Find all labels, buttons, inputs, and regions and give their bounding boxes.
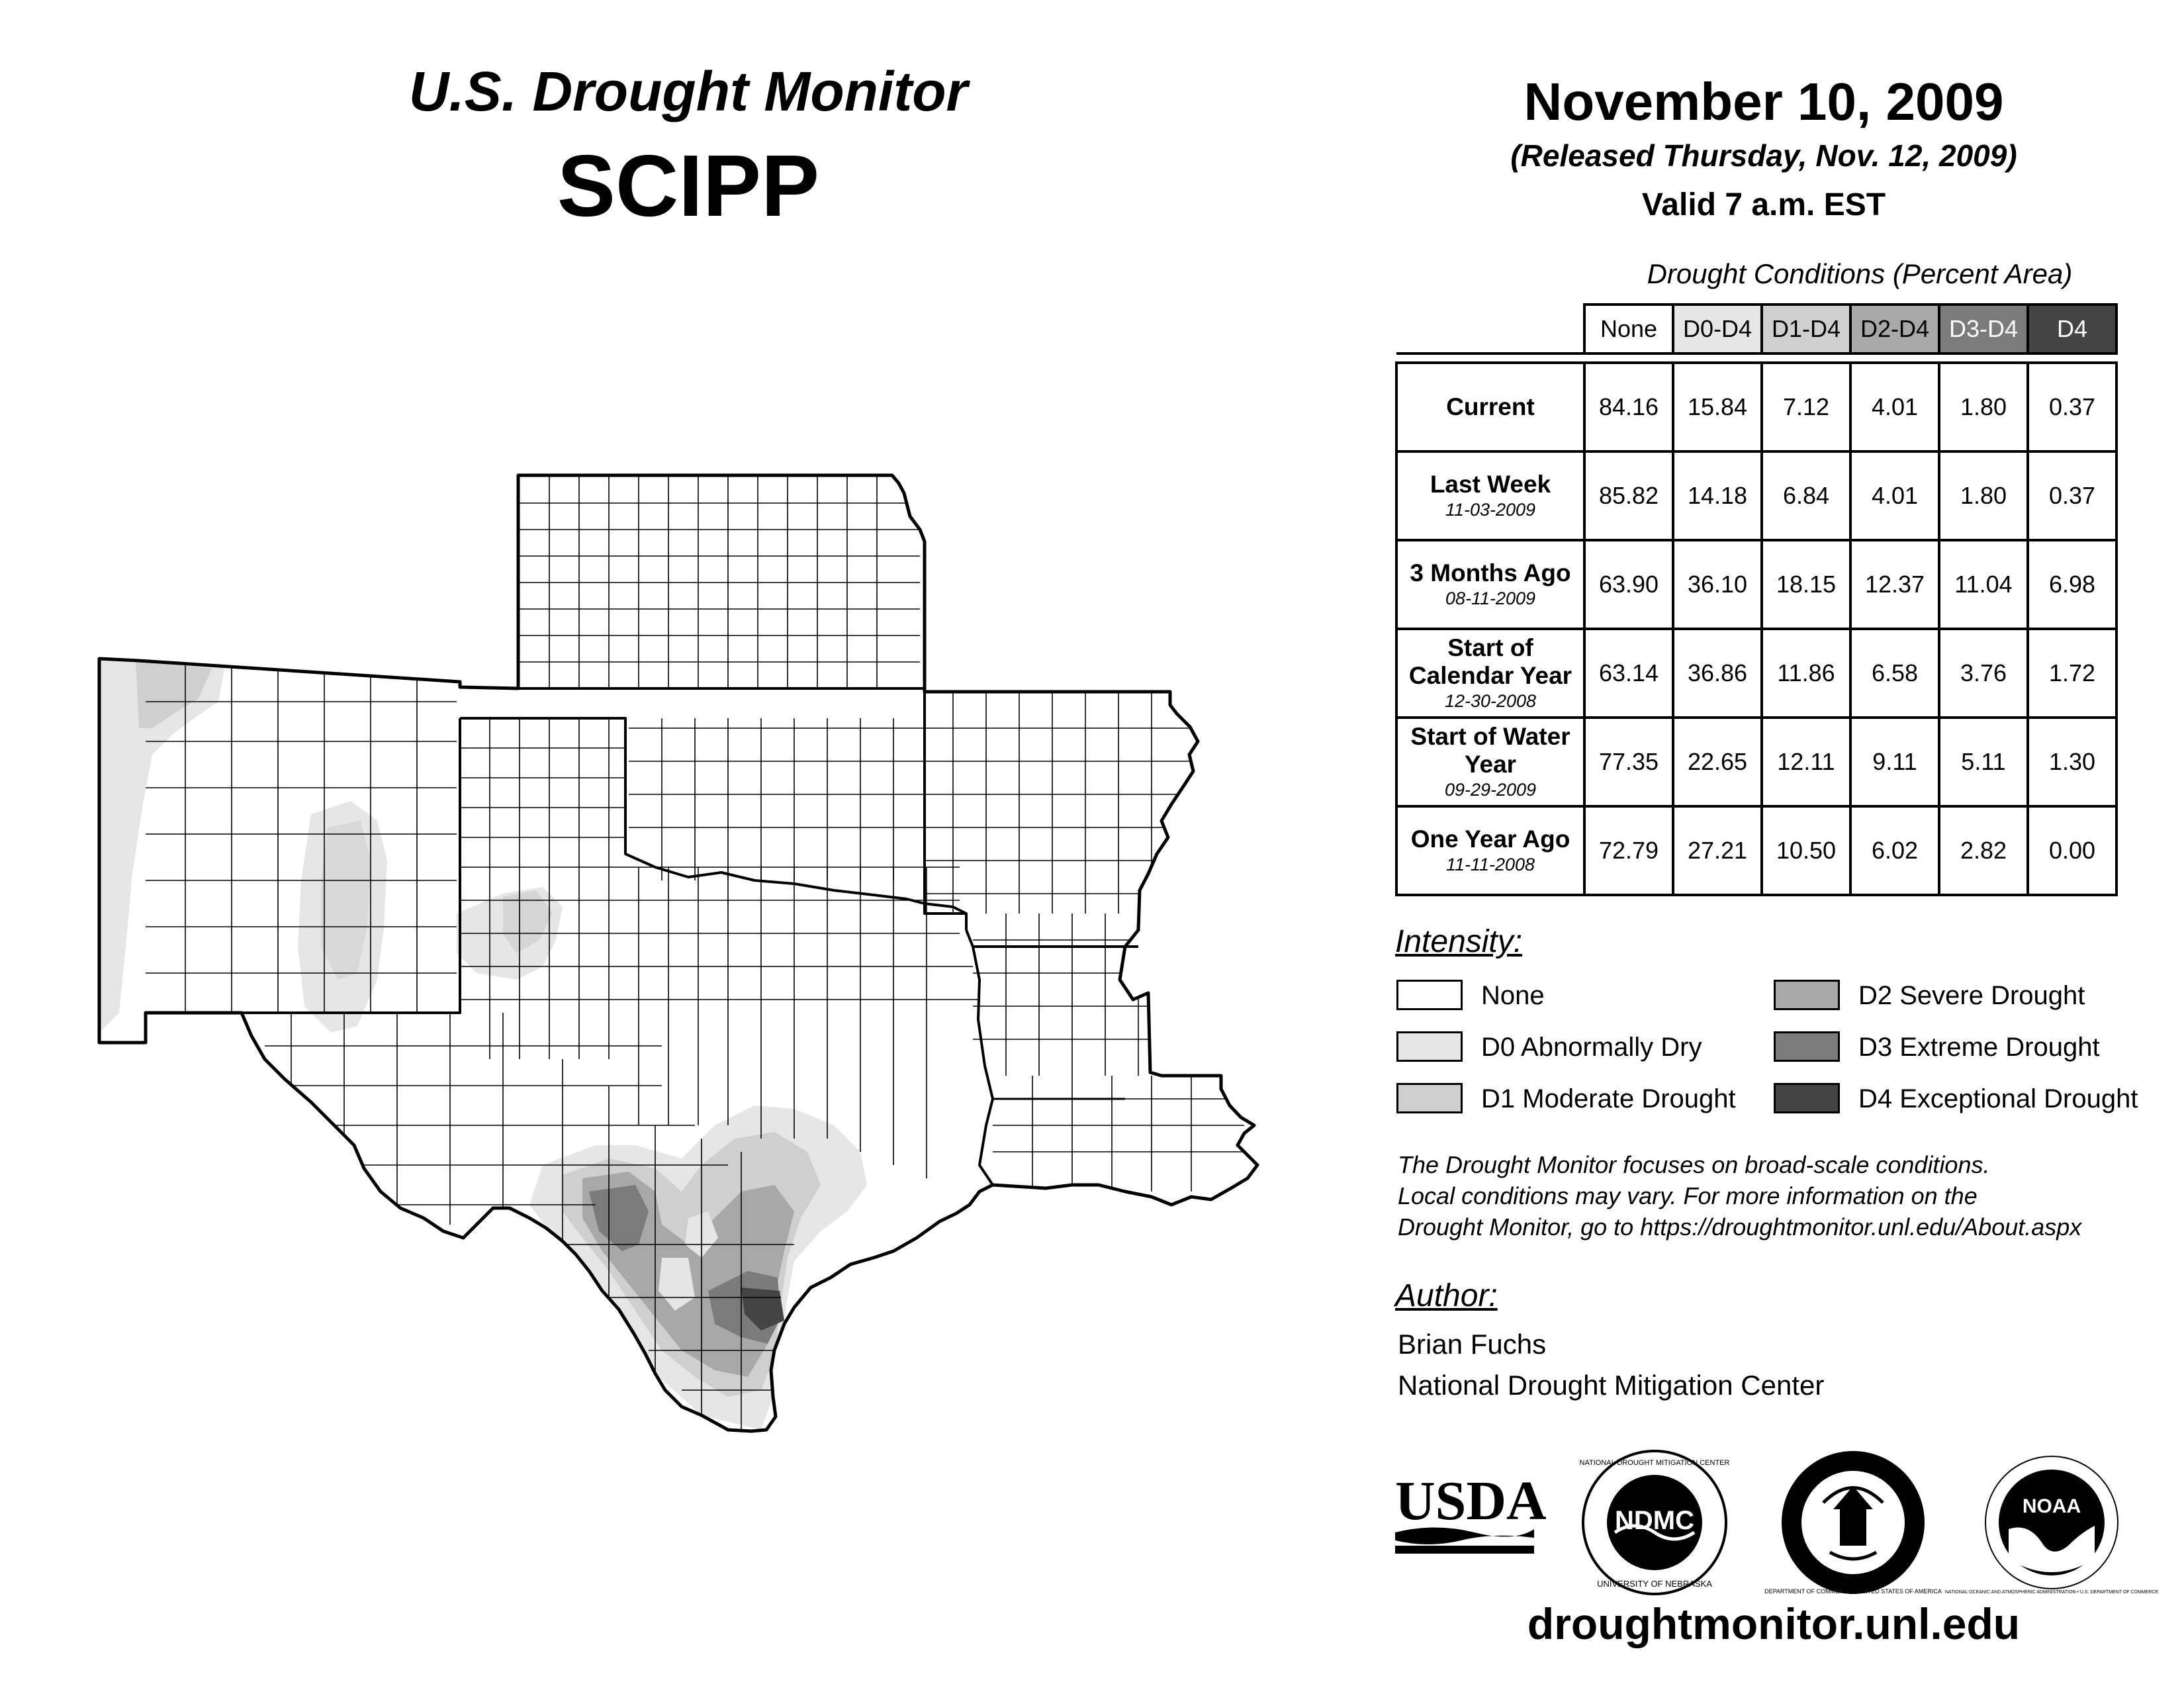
table-cell: 63.14 [1584,629,1673,718]
usda-logo-text: USDA [1395,1470,1547,1532]
table-cell: 1.80 [1939,363,2028,451]
row-label [1396,629,1584,718]
col-header-d2-d4: D2-D4 [1850,305,1939,353]
row-label-text: 3 Months Ago [1410,559,1571,586]
table-row [1396,540,2116,629]
valid-time: Valid 7 a.m. EST [1641,187,1886,222]
col-header-d0-d4: D0-D4 [1673,305,1762,353]
row-label [1396,451,1584,540]
noaa-logo [1944,1446,2159,1599]
table-cell: 12.11 [1762,718,1850,806]
table-cell: 63.90 [1584,540,1673,629]
table-cell: 4.01 [1850,363,1939,451]
table-cell: 36.86 [1673,629,1762,718]
table-cell: 4.01 [1850,451,1939,540]
note-line: Drought Monitor, go to https://droughtmonitor.unl.edu/About.aspx [1398,1213,2082,1241]
map-date: November 10, 2009 [1524,72,2004,131]
row-label-text: Start of Calendar Year [1408,634,1572,689]
table-cell: 18.15 [1762,540,1850,629]
legend-label: D4 Exceptional Drought [1858,1084,2138,1113]
table-cell: 85.82 [1584,451,1673,540]
table-cell: 2.82 [1939,806,2028,895]
table-cell: 11.86 [1762,629,1850,718]
legend-item-d1 [1396,1083,1794,1116]
table-cell: 15.84 [1673,363,1762,451]
table-row [1396,451,2116,540]
table-cell: 0.37 [2028,451,2116,540]
table-cell: 22.65 [1673,718,1762,806]
table-cell: 12.37 [1850,540,1939,629]
release-date: (Released Thursday, Nov. 12, 2009) [1510,138,2017,173]
legend-label: D2 Severe Drought [1858,981,2085,1010]
table-cell: 1.72 [2028,629,2116,718]
row-label-text: Last Week [1430,471,1551,498]
legend-item-d3 [1774,1031,2171,1064]
table-row [1396,718,2116,806]
table-cell: 6.84 [1762,451,1850,540]
table-cell: 7.12 [1762,363,1850,451]
table-cell: 3.76 [1939,629,2028,718]
legend-swatch [1774,1031,1840,1062]
author-name: Brian Fuchs [1398,1329,1547,1360]
table-cell: 10.50 [1762,806,1850,895]
ndmc-logo [1578,1446,1731,1599]
table-cell: 0.00 [2028,806,2116,895]
table-cell: 5.11 [1939,718,2028,806]
table-cell: 1.80 [1939,451,2028,540]
legend-label: D0 Abnormally Dry [1481,1033,1702,1062]
noaa-logo-text: NOAA [2022,1495,2081,1517]
row-date: 11-03-2009 [1445,500,1536,520]
table-cell: 77.35 [1584,718,1673,806]
legend-label: D1 Moderate Drought [1481,1084,1736,1113]
author-org: National Drought Mitigation Center [1398,1370,1825,1401]
author-block [1398,1324,1824,1406]
doc-seal [1764,1446,1942,1599]
table-cell: 11.04 [1939,540,2028,629]
table-cell: 36.10 [1673,540,1762,629]
row-label-text: Start of Water Year [1410,723,1570,778]
table-cell: 6.02 [1850,806,1939,895]
table-cell: 6.98 [2028,540,2116,629]
table-row [1396,629,2116,718]
row-label [1396,718,1584,806]
row-label [1396,806,1584,895]
table-header-row [1396,305,2116,353]
table-cell: 9.11 [1850,718,1939,806]
legend-item-none [1396,980,1794,1013]
col-header-none: None [1584,305,1673,353]
table-caption: Drought Conditions (Percent Area) [1647,258,2073,289]
disclaimer-note [1398,1149,2081,1243]
table-cell: 0.37 [2028,363,2116,451]
table-cell: 6.58 [1850,629,1939,718]
region-title: SCIPP [557,137,820,234]
col-header-d1-d4: D1-D4 [1762,305,1850,353]
usda-logo [1395,1466,1547,1566]
legend-label: None [1481,981,1545,1010]
table-row [1396,806,2116,895]
table-cell: 72.79 [1584,806,1673,895]
table-cell: 14.18 [1673,451,1762,540]
drought-table [1395,303,2118,896]
legend-swatch [1774,1083,1840,1113]
legend-swatch [1396,1031,1463,1062]
note-line: The Drought Monitor focuses on broad-scale conditions. [1398,1151,1990,1178]
table-cell: 84.16 [1584,363,1673,451]
legend-swatch [1396,980,1463,1010]
table-row [1396,363,2116,451]
legend-item-d2 [1774,980,2171,1013]
legend-swatch [1396,1083,1463,1113]
product-title: U.S. Drought Monitor [408,60,968,122]
ndmc-logo-text: NDMC [1615,1506,1694,1535]
legend-label: D3 Extreme Drought [1858,1033,2100,1062]
table-cell: 27.21 [1673,806,1762,895]
row-date: 08-11-2009 [1445,588,1536,608]
legend-item-d0 [1396,1031,1794,1064]
row-label [1396,540,1584,629]
legend-heading: Intensity: [1395,924,1523,959]
legend-item-d4 [1774,1083,2171,1116]
website-link[interactable]: droughtmonitor.unl.edu [1527,1599,2021,1648]
row-date: 12-30-2008 [1444,691,1537,711]
table-cell: 1.30 [2028,718,2116,806]
doc-ring-text: DEPARTMENT OF COMMERCE • UNITED STATES OF AMERICA [1764,1588,1942,1595]
note-line: Local conditions may vary. For more information on the [1398,1182,1978,1209]
row-date: 09-29-2009 [1444,780,1537,800]
row-label-text: Current [1446,393,1535,420]
col-header-d3-d4: D3-D4 [1939,305,2028,353]
ndmc-ring-top: NATIONAL DROUGHT MITIGATION CENTER [1579,1459,1730,1467]
legend-swatch [1774,980,1840,1010]
col-header-d4: D4 [2028,305,2116,353]
noaa-ring-text: NATIONAL OCEANIC AND ATMOSPHERIC ADMINISTRATION • U.S. DEPARTMENT OF COMMERCE [1944,1590,2159,1595]
author-heading: Author: [1395,1278,1498,1313]
row-label-text: One Year Ago [1410,825,1570,853]
ndmc-ring-bottom: UNIVERSITY OF NEBRASKA [1597,1579,1712,1589]
row-date: 11-11-2008 [1445,855,1535,874]
row-label [1396,363,1584,451]
drought-shading [99,655,867,1430]
table-corner [1396,305,1584,353]
